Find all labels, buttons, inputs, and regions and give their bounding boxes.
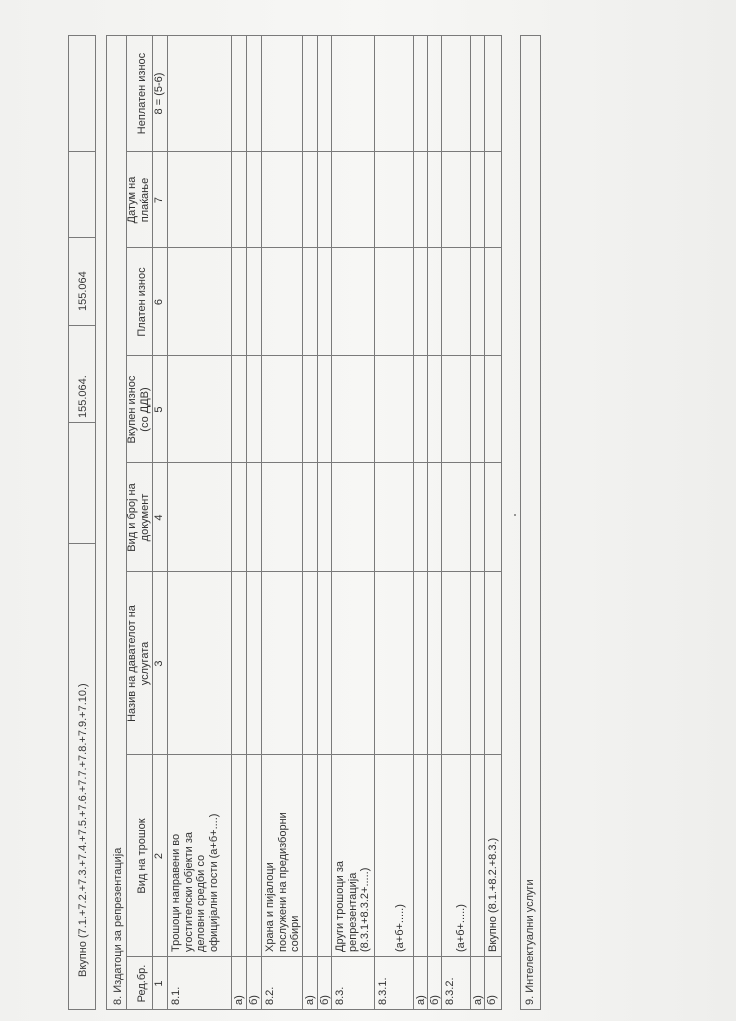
row-8-2-a: а) xyxy=(304,995,316,1005)
col-header-payment-date: Датум на плаќање xyxy=(126,176,151,224)
row-8-3-2-number: 8.3.2. xyxy=(444,977,456,1005)
row-8-3-number: 8.3. xyxy=(334,986,346,1005)
col-number-6: 6 xyxy=(153,298,165,306)
row-8-3-1-b: б) xyxy=(429,995,441,1005)
row-8-1-number: 8.1. xyxy=(170,986,182,1005)
row-8-1-b: б) xyxy=(248,995,260,1005)
col-number-4: 4 xyxy=(153,514,165,521)
row-8-3-1-description: (а+б+.....) xyxy=(394,904,406,952)
col-header-document: Вид и број на документ xyxy=(126,483,151,552)
section9-title: 9. Интелектуални услуги xyxy=(524,879,536,1005)
section8-total-label: Вкупно (8.1.+8.2.+8.3.) xyxy=(487,837,499,952)
scan-speck xyxy=(514,514,516,516)
row-8-1-description: Трошоци направени во угостителски објекти за деловни средби со официјални гости (а+б+....) xyxy=(170,813,220,952)
row-8-3-description: Други трошоци за репрезентација (8.3.1+8.3.2+.....) xyxy=(334,860,371,952)
col-header-provider: Назив на давателот на услугата xyxy=(126,605,151,722)
row-8-2-b: б) xyxy=(319,995,331,1005)
col-header-total-amount: Вкупен износ (со ДДВ) xyxy=(126,375,151,444)
col-header-no: Ред.бр. xyxy=(136,964,148,1003)
row-8-3-1-a: а) xyxy=(415,995,427,1005)
col-number-7: 7 xyxy=(153,196,165,204)
top-total-label: Вкупно (7.1.+7.2.+7.3.+7.4.+7.5.+7.6.+7.7.+7.8.+7.9.+7.10.) xyxy=(77,683,89,977)
col-number-8: 8 = (5-6) xyxy=(153,72,165,115)
row-8-1-a: а) xyxy=(233,995,245,1005)
col-number-5: 5 xyxy=(153,406,165,413)
rotated-form-page xyxy=(8,10,728,1010)
row-8-3-2-b: б) xyxy=(486,995,498,1005)
col-header-expense-type: Вид на трошок xyxy=(136,818,148,894)
row-8-2-number: 8.2. xyxy=(264,986,276,1005)
section8-title: 8. Издатоци за репрезентација xyxy=(112,847,124,1005)
row-8-3-1-number: 8.3.1. xyxy=(377,977,389,1005)
section9-table xyxy=(520,35,541,1010)
col-number-2: 2 xyxy=(153,852,165,860)
top-total-value-a: 155.064. xyxy=(77,375,89,418)
row-8-2-description: Храна и пијалоци послужени на предизборни собири xyxy=(264,812,301,952)
col-header-paid-amount: Платен износ xyxy=(136,267,148,337)
col-number-1: 1 xyxy=(153,980,165,987)
top-total-value-b: 155.064 xyxy=(77,271,89,311)
col-number-3: 3 xyxy=(153,660,165,667)
row-8-3-2-description: (а+б+.....) xyxy=(455,904,467,952)
row-8-3-2-a: а) xyxy=(472,995,484,1005)
col-header-unpaid-amount: Неплатен износ xyxy=(136,52,148,135)
